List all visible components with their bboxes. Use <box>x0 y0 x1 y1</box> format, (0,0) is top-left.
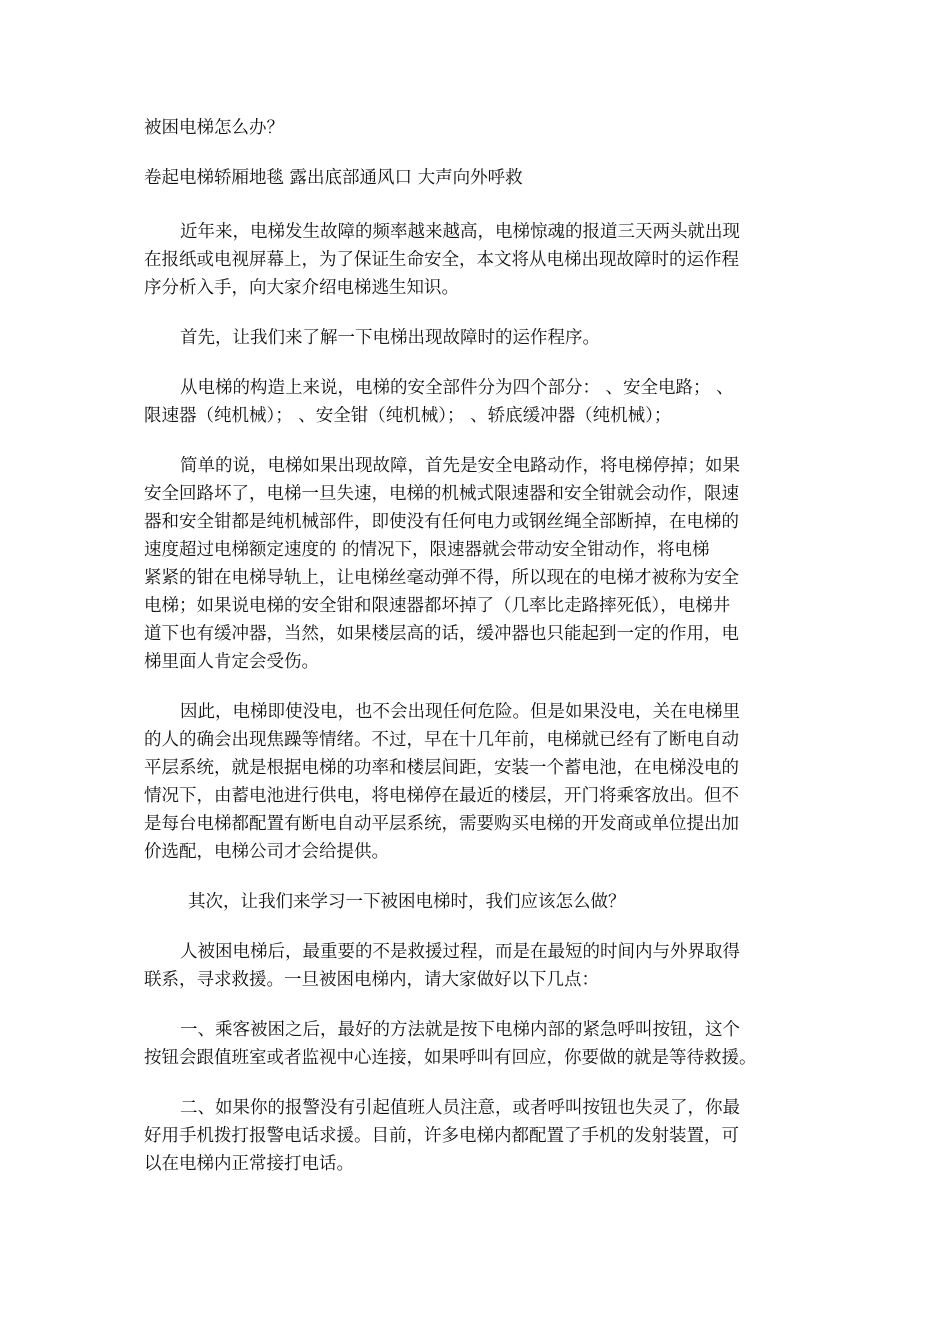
paragraph <box>144 1016 808 1072</box>
paragraph-line: 按钮会跟值班室或者监视中心连接，如果呼叫有回应，你要做的就是等待救援。 <box>144 1048 757 1068</box>
paragraph-line: 一、乘客被困之后，最好的方法就是按下电梯内部的紧急呼叫按钮，这个 <box>180 1020 740 1040</box>
paragraph-line: 是每台电梯都配置有断电自动平层系统，需要购买电梯的开发商或单位提出加 <box>144 814 739 834</box>
paragraph-line: 因此，电梯即使没电，也不会出现任何危险。但是如果没电，关在电梯里 <box>180 702 740 722</box>
paragraph-line: 情况下，由蓄电池进行供电，将电梯停在最近的楼层，开门将乘客放出。但不 <box>144 786 739 806</box>
paragraph-line: 的人的确会出现焦躁等情绪。不过，早在十几年前，电梯就已经有了断电自动 <box>144 730 739 750</box>
document-subtitle: 卷起电梯轿厢地毯 露出底部通风口 大声向外呼救 <box>144 168 523 188</box>
paragraph-line: 道下也有缓冲器，当然，如果楼层高的话，缓冲器也只能起到一定的作用，电 <box>144 624 739 644</box>
document-title: 被困电梯怎么办？ <box>144 118 284 138</box>
paragraph-line: 以在电梯内正常接打电话。 <box>144 1154 354 1174</box>
paragraph-line: 好用手机拨打报警电话求援。目前，许多电梯内都配置了手机的发射装置，可 <box>144 1126 739 1146</box>
document-body <box>144 114 808 1200</box>
paragraph-line: 近年来，电梯发生故障的频率越来越高，电梯惊魂的报道三天两头就出现 <box>180 222 740 242</box>
paragraph-container <box>144 218 808 1178</box>
paragraph-line: 电梯；如果说电梯的安全钳和限速器都坏掉了（几率比走路摔死低），电梯井 <box>144 596 731 616</box>
paragraph-line: 二、如果你的报警没有引起值班人员注意，或者呼叫按钮也失灵了，你最 <box>180 1098 740 1118</box>
paragraph <box>144 698 808 866</box>
paragraph-line: 限速器（纯机械）； 、安全钳（纯机械）； 、轿底缓冲器（纯机械）； <box>144 406 672 426</box>
paragraph-line: 速度超过电梯额定速度的 的情况下，限速器就会带动安全钳动作，将电梯 <box>144 540 710 560</box>
paragraph <box>144 324 808 352</box>
paragraph-line: 梯里面人肯定会受伤。 <box>144 652 319 672</box>
paragraph-line: 器和安全钳都是纯机械部件，即使没有任何电力或钢丝绳全部断掉，在电梯的 <box>144 512 739 532</box>
paragraph <box>144 888 808 916</box>
paragraph-line: 首先，让我们来了解一下电梯出现故障时的运作程序。 <box>180 328 600 348</box>
paragraph-line: 其次，让我们来学习一下被困电梯时，我们应该怎么做？ <box>188 892 626 912</box>
paragraph <box>144 938 808 994</box>
paragraph <box>144 1094 808 1178</box>
paragraph-line: 人被困电梯后，最重要的不是救援过程，而是在最短的时间内与外界取得 <box>180 942 740 962</box>
paragraph-line: 价选配，电梯公司才会给提供。 <box>144 842 389 862</box>
paragraph-line: 在报纸或电视屏幕上，为了保证生命安全，本文将从电梯出现故障时的运作程 <box>144 250 739 270</box>
paragraph <box>144 218 808 302</box>
paragraph-line: 从电梯的构造上来说，电梯的安全部件分为四个部分： 、安全电路； 、 <box>180 378 734 398</box>
paragraph-line: 序分析入手，向大家介绍电梯逃生知识。 <box>144 278 459 298</box>
paragraph-line: 安全回路坏了，电梯一旦失速，电梯的机械式限速器和安全钳就会动作，限速 <box>144 484 739 504</box>
paragraph <box>144 374 808 430</box>
paragraph-line: 简单的说，电梯如果出现故障，首先是安全电路动作，将电梯停掉；如果 <box>180 456 740 476</box>
paragraph-line: 联系，寻求救援。一旦被困电梯内，请大家做好以下几点： <box>144 970 599 990</box>
paragraph-line: 平层系统，就是根据电梯的功率和楼层间距，安装一个蓄电池，在电梯没电的 <box>144 758 739 778</box>
paragraph <box>144 452 808 676</box>
paragraph-line: 紧紧的钳在电梯导轨上，让电梯丝毫动弹不得，所以现在的电梯才被称为安全 <box>144 568 739 588</box>
